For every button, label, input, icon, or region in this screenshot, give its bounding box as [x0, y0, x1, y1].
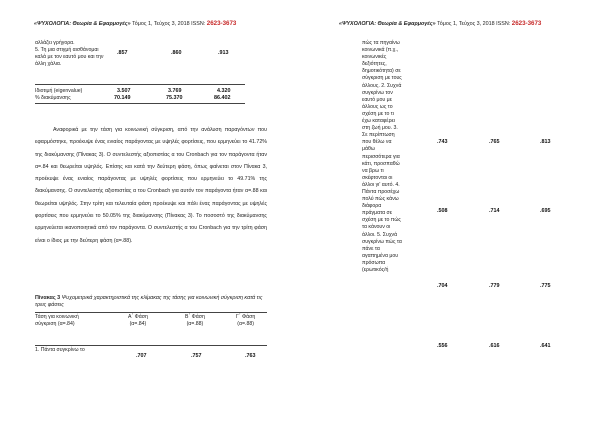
variance-phase-c: 86.402	[214, 95, 231, 101]
loading-phase-a: .707	[136, 353, 147, 359]
eigenvalue-phase-c: 4.320	[217, 88, 231, 94]
issn-label: ISSN:	[496, 21, 511, 27]
table3-continued-labels: πώς τα πηγαίνω κοινωνικά (π.χ., κοινωνικές δεξιότητες, δημοτικότητα) σε σύγκριση με τους άλλους. 2. Συχνά συγκρίνω τον εαυτό μου με άλλους ως το σχέση με το τι έχω καταφέρει στη ζωή μου. 3. Σε περίπτωση που θέλω να μάθω περισσότερα για κάτι, προσπαθώ να βρω τι σκέφτονται οι άλλοι γι' αυτό. 4. Πάντα προσέχω πολύ πώς κάνω διάφορα πράγματα σε σχέση με το πώς τα κάνουν οι άλλοι. 5. Συχνά συγκρίνω πώς τα πάνε τα αγαπημένα μου πρόσωπα (ερωτικός/ή	[362, 40, 402, 273]
table-row-label: 5. Τη μια στιγμή αισθάνομαι καλά με τον εαυτό μου και την άλλη χάλια.	[35, 47, 104, 68]
phase-b-label: Β΄ Φάση	[185, 314, 205, 320]
table-row-label: αλλάζει γρήγορα.	[35, 40, 75, 46]
left-page-header	[34, 20, 236, 27]
loading-phase-a: .508	[437, 208, 448, 214]
loading-phase-b: .779	[489, 283, 500, 289]
variance-phase-a: 70.149	[114, 95, 131, 101]
table3-caption	[35, 295, 267, 310]
phase-a-alpha: (α=.84)	[129, 321, 147, 328]
loading-phase-a: .556	[437, 343, 448, 349]
variance-label: % διακύμανσης	[35, 95, 71, 101]
table3-header-scale: Τάση για κοινωνική σύγκριση (α=.84)	[35, 314, 79, 328]
phase-c-label: Γ΄ Φάση	[236, 314, 256, 320]
phase-a-label: Α΄ Φάση	[128, 314, 148, 320]
table3-header-phase-b	[185, 314, 205, 328]
eigenvalue-phase-b: 3.769	[168, 88, 182, 94]
issn-number: 2623-3673	[206, 20, 237, 27]
issn-label: ISSN:	[191, 21, 206, 27]
table3-header-phase-a	[128, 314, 148, 328]
body-paragraph: Αναφορικά με την τάση για κοινωνική σύγκριση, από την ανάλυση παραγόντων που εφαρμόστηκε, προέκυψε ένας ενιαίος παράγοντας με υψηλές φορτίσεις, που ερμηνεύει το 41.72% της διακύμανσης (Πίνακας 3). Ο συντελεστής αξιοπιστίας α του Cronbach για τον παράγοντα ήταν α=.84 και θεωρείται υψηλός. Επίσης και κατά την δεύτερη φάση, όπως φαίνεται στον Πίνακα 3, προέκυψε ένας ενιαίος παράγοντας με υψηλές φορτίσεις που ερμηνεύει το 49.71% της διακύμανσης. Ο συντελεστής αξιοπιστίας α του Cronbach για αυτόν τον παράγοντα ήταν α=.88 και θεωρείται υψηλός. Στην τρίτη και τελευταία φάση προέκυψε και πάλι ένας παράγοντας με υψηλές φορτίσεις που ερμηνεύει το 50.05% της διακύμανσης (Πίνακας 3). Το ποσοστό της διακύμανσης ερμηνεύεται ικανοποιητικά από τον παράγοντα. Ο συντελεστής α του Cronbach για την τρίτη φάση είναι ο ίδιος με την δεύτερη φάση (α=.88).	[35, 127, 267, 244]
loading-phase-c: .763	[245, 353, 256, 359]
table3-header-phase-c	[236, 314, 255, 328]
right-page-header	[339, 20, 541, 27]
loading-phase-b: .765	[489, 139, 500, 145]
loading-phase-a: .857	[117, 50, 128, 56]
journal-title: «ΨΥΧΟΛΟΓΙΑ: Θεωρία & Εφαρμογές»	[339, 21, 436, 27]
loading-phase-b: .714	[489, 208, 500, 214]
eigenvalue-label: Ιδιοτιμή (eigenvalue)	[35, 88, 83, 94]
journal-title: «ΨΥΧΟΛΟΓΙΑ: Θεωρία & Εφαρμογές»	[34, 21, 131, 27]
loading-phase-c: .813	[540, 139, 551, 145]
table3-caption-text: Ψυχομετρικά χαρακτηριστικά της κλίμακας της τάσης για κοινωνική σύγκριση κατά τις τρεις φάσεις	[35, 295, 263, 309]
issn-number: 2623-3673	[511, 20, 542, 27]
loading-phase-a: .704	[437, 283, 448, 289]
phase-c-alpha: (α=.88)	[237, 321, 254, 328]
table-bottom-rule	[35, 103, 245, 104]
issue-info: Τόμος 1, Τεύχος 3, 2018	[132, 21, 190, 27]
phase-b-alpha: (α=.88)	[186, 321, 204, 328]
loading-phase-c: .641	[540, 343, 551, 349]
table3-top-rule	[35, 312, 267, 313]
issue-info: Τόμος 1, Τεύχος 3, 2018	[437, 21, 495, 27]
loading-phase-c: .913	[218, 50, 229, 56]
loading-phase-b: .757	[191, 353, 202, 359]
table3-header-rule	[35, 345, 267, 346]
eigenvalue-phase-a: 3.507	[117, 88, 131, 94]
table3-row-label: 1. Πάντα συγκρίνω το	[35, 347, 85, 353]
loading-phase-a: .743	[437, 139, 448, 145]
table-divider	[35, 84, 245, 85]
loading-phase-b: .860	[171, 50, 182, 56]
loading-phase-b: .616	[489, 343, 500, 349]
variance-phase-b: 75.370	[166, 95, 183, 101]
loading-phase-c: .695	[540, 208, 551, 214]
loading-phase-c: .775	[540, 283, 551, 289]
table3-title: Πίνακας 3	[35, 295, 61, 301]
